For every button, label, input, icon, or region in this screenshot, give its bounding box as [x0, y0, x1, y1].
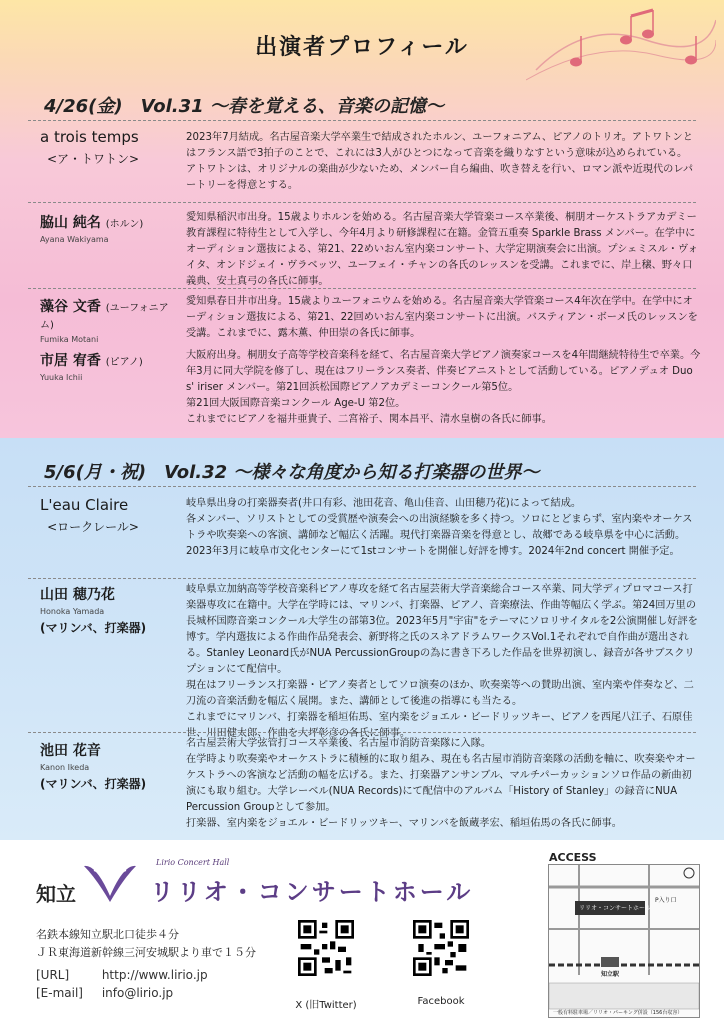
performer-roman: Yuuka Ichii	[40, 373, 83, 382]
performer-bio: 岐阜県出身の打楽器奏者(井口有彩、池田花音、亀山佳音、山田穂乃花)によって結成。 各メンバー、ソリストとしての受賞歴や演奏会への出演経験を多く持つ。ソロにとどまらず、室内楽やオーケストラや吹奏楽への客演、講師など幅広く活躍。現代打楽器音楽を得意とし、故郷である岐阜県を中心に活動。2023年3月に岐阜市文化センターにて1stコンサートを開催し好評を博す。2024年2nd concert 開催予定。	[186, 498, 693, 557]
x-qr-label: X (旧Twitter)	[295, 1000, 357, 1011]
divider	[28, 202, 696, 203]
page-title: 出演者プロフィール	[255, 35, 469, 60]
performer-instrument: (マリンバ、打楽器)	[40, 621, 147, 635]
performer-name	[40, 296, 176, 344]
performer-sub: <ア・トワトン>	[46, 152, 140, 166]
performer-name	[40, 128, 176, 167]
performer-name	[40, 212, 176, 244]
map-station-label: 知立駅	[601, 971, 620, 978]
access-line: ＪＲ東海道新幹線三河安城駅より車で１５分	[36, 946, 256, 959]
performer-bio: 愛知県稲沢市出身。15歳よりホルンを始める。名古屋音楽大学管楽コース卒業後、桐朋オーケストラアカデミー教育課程に特待生として入学し、今年4月より研修課程に在籍。金管五重奏 Sparkle Brass メンバー。在学中にオーディション選抜による、第21、22めいおん室内楽コンサート、大学定期演奏会に出演。プシェミスル・ヴォイタ、オンドジェイ・ヴラベッツ、ユーフェイ・チャンの各氏のレッスンを受講。これまでに、岸上穣、野々口義典、安土真弓の各氏に師事。	[186, 212, 698, 287]
performer-roman: Kanon Ikeda	[40, 763, 90, 772]
email-link[interactable]: info@lirio.jp	[101, 986, 174, 1000]
performer-bio: 岐阜県立加納高等学校音楽科ピアノ専攻を経て名古屋芸術大学音楽総合コース卒業、同大学ディプロマコース打楽器専攻に在籍中。大学在学時には、マリンバ、打楽器、ピアノ、音楽療法、作曲等幅広く学ぶ。第24回万里の長城杯国際音楽コンクール大学生の部第3位。2023年5月"宇宙"をテーマにソロリサイタルを2公演開催し好評を博す。学内選抜による作曲作品発表会、新野将之氏のスネアドラムワークスVol.1それぞれで自作曲が選出される。Stanley Leonard氏がNUA PercussionGroupの為に書き下ろした作品を世界初演し、録音が各サブスクリプションにて配信中。 現在はフリーランス打楽器・ピアノ奏者としてソロ演奏のほか、吹奏楽等への賛助出演、室内楽や伴奏など、二刀流の音楽活動を幅広く展開。また、講師として後進の指導にも当たる。 これまでにマリンバ、打楽器を稲垣佑馬、室内楽をジョエル・ビードリッツキー、ピアノを西尾八江子、石原佳世、川田健太郎、作曲を大坪彰彦の各氏に師事。	[186, 584, 698, 739]
performer-name	[40, 740, 176, 792]
performer-roman: Ayana Wakiyama	[40, 235, 109, 244]
email-line	[36, 986, 173, 1000]
url-label: [URL]	[36, 968, 70, 982]
url-link[interactable]: http://www.lirio.jp	[101, 968, 208, 982]
divider	[28, 120, 696, 121]
divider	[28, 486, 696, 487]
url-line	[36, 968, 208, 982]
access-map	[548, 864, 700, 1018]
performer-name-text: 市居 宥香	[40, 353, 101, 369]
x-qr-code-icon[interactable]	[298, 920, 354, 976]
performer-instrument: (ピアノ)	[105, 357, 143, 368]
facebook-qr-label: Facebook	[417, 996, 465, 1007]
facebook-qr-code-icon[interactable]	[413, 920, 469, 976]
performer-bio: 愛知県春日井市出身。15歳よりユーフォニウムを始める。名古屋音楽大学管楽コース4年次在学中。在学中にオーディション選抜による、第21、22回めいおん室内楽コンサートに出演。バスティアン・ボーメ氏のレッスンを受講。これまでに、露木薫、仲田崇の各氏に師事。	[186, 296, 698, 339]
performer-bio: 2023年7月結成。名古屋音楽大学卒業生で結成されたホルン、ユーフォニアム、ピアノのトリオ。アトワトンとはフランス語で3拍子のことで、これには3人がひとつになって音楽を織りなすという意味が込められている。 アトワトンは、オリジナルの楽曲が少ないため、メンバー自ら編曲、吹き替えを行い、ロマン派や近現代のレパートリーを得意とする。	[186, 132, 694, 191]
access-title: ACCESS	[549, 851, 597, 864]
lily-logo-icon	[80, 856, 140, 906]
divider	[28, 578, 696, 579]
performer-name-text: 脇山 純名	[40, 215, 101, 231]
performer-instrument: (ユーフォニアム)	[40, 303, 169, 331]
performer-name	[40, 350, 176, 382]
performer-roman: Fumika Motani	[40, 335, 99, 344]
performer-name-text: 藻谷 文香	[40, 299, 101, 315]
venue-prefix: 知立	[36, 882, 76, 906]
performer-name-text: a trois temps	[40, 128, 139, 146]
performer-bio: 大阪府出身。桐朋女子高等学校音楽科を経て、名古屋音楽大学ピアノ演奏家コースを4年間継続特待生で卒業。今年3月に同大学院を修了し、現在はフリーランス奏者、伴奏ピアニストとして活動している。ピアノデュオ Duo s' iriser メンバー。第21回浜松国際ピアノアカデミーコンクール第5位。 第21回大阪国際音楽コンクール Age-U 第2位。 これまでにピアノを福井亜貴子、二宮裕子、関本昌平、清水皇樹の各氏に師事。	[186, 350, 701, 425]
performer-name-text: 池田 花音	[40, 743, 101, 759]
performer-sub: <ロークレール>	[47, 520, 139, 534]
venue-name: リリオ・コンサートホール	[150, 878, 474, 906]
performer-instrument: (マリンバ、打楽器)	[40, 777, 147, 791]
performer-name-text: 山田 穂乃花	[40, 587, 115, 603]
performer-name-text: L'eau Claire	[40, 496, 129, 514]
vol32-heading: 5/6(月・祝) Vol.32 ～様々な角度から知る打楽器の世界～	[44, 462, 540, 483]
vol31-heading: 4/26(金) Vol.31 ～春を覚える、音楽の記憶～	[44, 96, 444, 117]
map-drawing	[549, 865, 699, 1017]
divider	[28, 288, 696, 289]
performer-roman: Honoka Yamada	[40, 607, 105, 616]
performer-name	[40, 584, 176, 636]
map-entrance-label: P入り口	[655, 897, 677, 904]
performer-bio: 名古屋芸術大学弦管打コース卒業後、名古屋市消防音楽隊に入隊。 在学時より吹奏楽やオーケストラに積極的に取り組み、現在も名古屋市消防音楽隊の活動を軸に、吹奏楽やオーケストラへの客演など活動の幅を広げる。また、打楽器アンサンブル、マルチパーカッションソロ作品の新曲初演にも取り組む。大学レーベル(NUA Records)にて配信中のアルバム「History of Stanley」の録音にNUA Percussion Groupとして参加。 打楽器、室内楽をジョエル・ビードリッツキー、マリンバを飯蔵孝宏、稲垣佑馬の各氏に師事。	[186, 738, 696, 829]
map-hall-label: リリオ・コンサートホール	[579, 905, 651, 912]
performer-name	[40, 496, 176, 535]
map-parking-note: 一般有料駐車場／リリオ・パーキング併設（156台収容）	[553, 1010, 683, 1016]
divider	[28, 732, 696, 733]
performer-instrument: (ホルン)	[105, 219, 144, 230]
venue-script-name: Lirio Concert Hall	[156, 858, 230, 867]
email-label: [E-mail]	[36, 986, 83, 1000]
access-line: 名鉄本線知立駅北口徒歩４分	[36, 928, 179, 941]
